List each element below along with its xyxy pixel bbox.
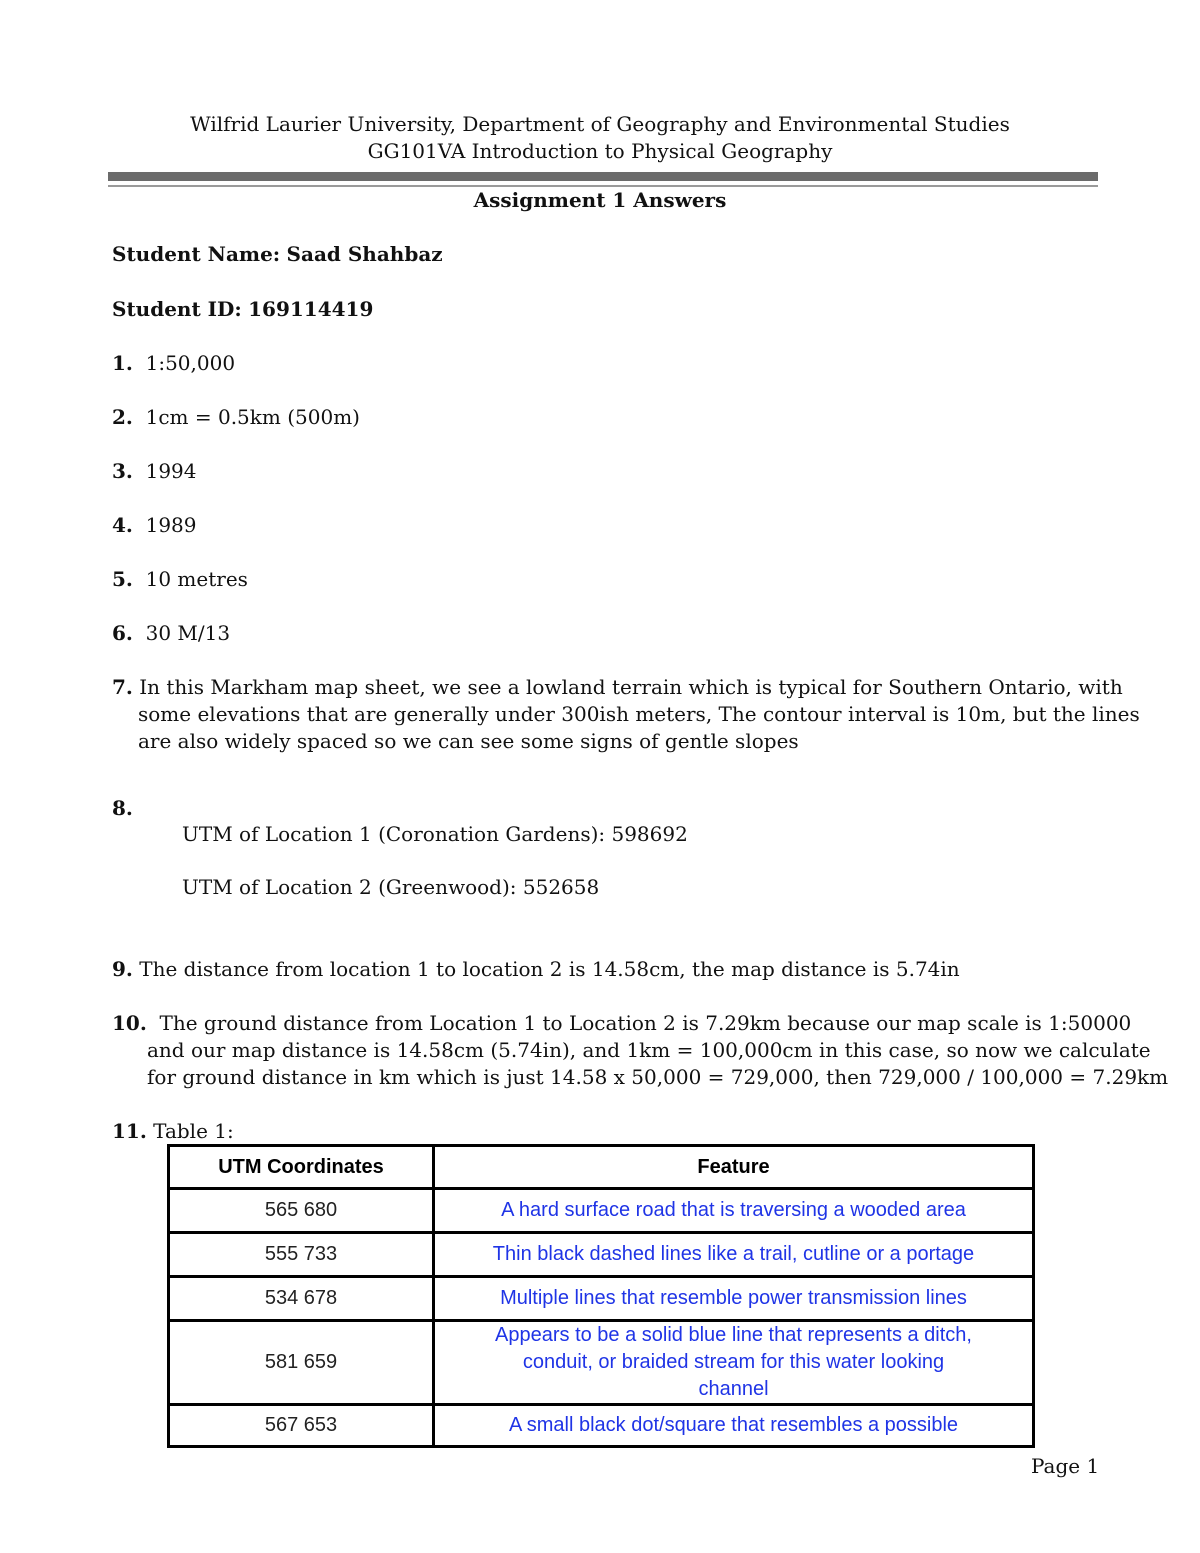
answer-text: 1:50,000 <box>145 351 236 375</box>
table-row <box>169 1189 1034 1233</box>
answer-3 <box>112 458 197 485</box>
student-id-line <box>112 296 373 323</box>
table-cell-utm: 534 678 <box>169 1277 434 1321</box>
answer-10 <box>112 1010 1131 1037</box>
answer-10-line3: for ground distance in km which is just 14.58 x 50,000 = 729,000, then 729,000 / 100,000 = 7.29km <box>147 1065 1169 1089</box>
answer-number: 7. <box>112 675 133 699</box>
student-name-value: Saad Shahbaz <box>286 242 443 266</box>
feature-line: channel <box>698 1378 769 1400</box>
student-id-value: 169114419 <box>248 297 374 321</box>
answer-text: 1cm = 0.5km (500m) <box>145 405 360 429</box>
header-course: GG101VA Introduction to Physical Geography <box>367 139 833 163</box>
feature-line: Appears to be a solid blue line that represents a ditch, <box>495 1324 972 1346</box>
answer-4 <box>112 512 197 539</box>
answer-number: 1. <box>112 351 133 375</box>
answer-number: 4. <box>112 513 133 537</box>
table-row <box>169 1233 1034 1277</box>
answer-6 <box>112 620 230 647</box>
table-row <box>169 1277 1034 1321</box>
answer-7 <box>112 674 1123 701</box>
answer-2 <box>112 404 360 431</box>
table-header-feature: Feature <box>434 1146 1034 1189</box>
answer-text: 1994 <box>145 459 197 483</box>
header-rule-thin <box>108 185 1098 187</box>
header-university: Wilfrid Laurier University, Department of Geography and Environmental Studies <box>190 112 1010 136</box>
header-rule-thick <box>108 172 1098 181</box>
table-cell-utm: 567 653 <box>169 1405 434 1447</box>
answer-10-line2: and our map distance is 14.58cm (5.74in), and 1km = 100,000cm in this case, so now we calculate <box>147 1038 1151 1062</box>
table-header-row <box>169 1146 1034 1189</box>
answer-1 <box>112 350 235 377</box>
table-cell-utm: 581 659 <box>169 1321 434 1405</box>
answer-text-line1: The ground distance from Location 1 to Location 2 is 7.29km because our map scale is 1:50000 <box>159 1011 1132 1035</box>
answer-number: 8. <box>112 796 133 820</box>
table-cell-feature: A small black dot/square that resembles a possible <box>434 1405 1034 1447</box>
table-cell-feature: A hard surface road that is traversing a wooded area <box>434 1189 1034 1233</box>
answer-number: 3. <box>112 459 133 483</box>
table-cell-utm: 565 680 <box>169 1189 434 1233</box>
table-cell-feature: Multiple lines that resemble power transmission lines <box>434 1277 1034 1321</box>
answer-number: 5. <box>112 567 133 591</box>
table-row <box>169 1321 1034 1405</box>
table-cell-feature: Thin black dashed lines like a trail, cutline or a portage <box>434 1233 1034 1277</box>
student-name-line <box>112 241 443 268</box>
answer-number: 9. <box>112 957 133 981</box>
page-title: Assignment 1 Answers <box>473 188 727 212</box>
student-id-label: Student ID: <box>112 297 242 321</box>
answer-text: 1989 <box>145 513 197 537</box>
answer-5 <box>112 566 248 593</box>
answer-7-line2: some elevations that are generally under 300ish meters, The contour interval is 10m, but the lines <box>138 702 1140 726</box>
answer-number: 2. <box>112 405 133 429</box>
answer-number: 10. <box>112 1011 147 1035</box>
answer-8-location-1: UTM of Location 1 (Coronation Gardens): 598692 <box>182 822 688 846</box>
answer-text-line1: In this Markham map sheet, we see a lowland terrain which is typical for Southern Ontario, with <box>139 675 1123 699</box>
student-name-label: Student Name: <box>112 242 281 266</box>
answer-number: 11. <box>112 1119 147 1143</box>
table-cell-feature <box>434 1321 1034 1405</box>
answer-text: Table 1: <box>153 1119 234 1143</box>
features-table <box>167 1144 1035 1448</box>
table-row <box>169 1405 1034 1447</box>
answer-11 <box>112 1118 234 1145</box>
answer-text: The distance from location 1 to location 2 is 14.58cm, the map distance is 5.74in <box>139 957 960 981</box>
answer-8-location-2: UTM of Location 2 (Greenwood): 552658 <box>182 875 600 899</box>
answer-8 <box>112 795 133 822</box>
page-number: Page 1 <box>1031 1454 1100 1478</box>
table-header-utm: UTM Coordinates <box>169 1146 434 1189</box>
answer-text: 30 M/13 <box>145 621 231 645</box>
table-cell-utm: 555 733 <box>169 1233 434 1277</box>
answer-7-line3: are also widely spaced so we can see some signs of gentle slopes <box>138 729 799 753</box>
answer-number: 6. <box>112 621 133 645</box>
answer-9 <box>112 956 960 983</box>
answer-text: 10 metres <box>145 567 248 591</box>
feature-line: conduit, or braided stream for this water looking <box>522 1351 945 1373</box>
